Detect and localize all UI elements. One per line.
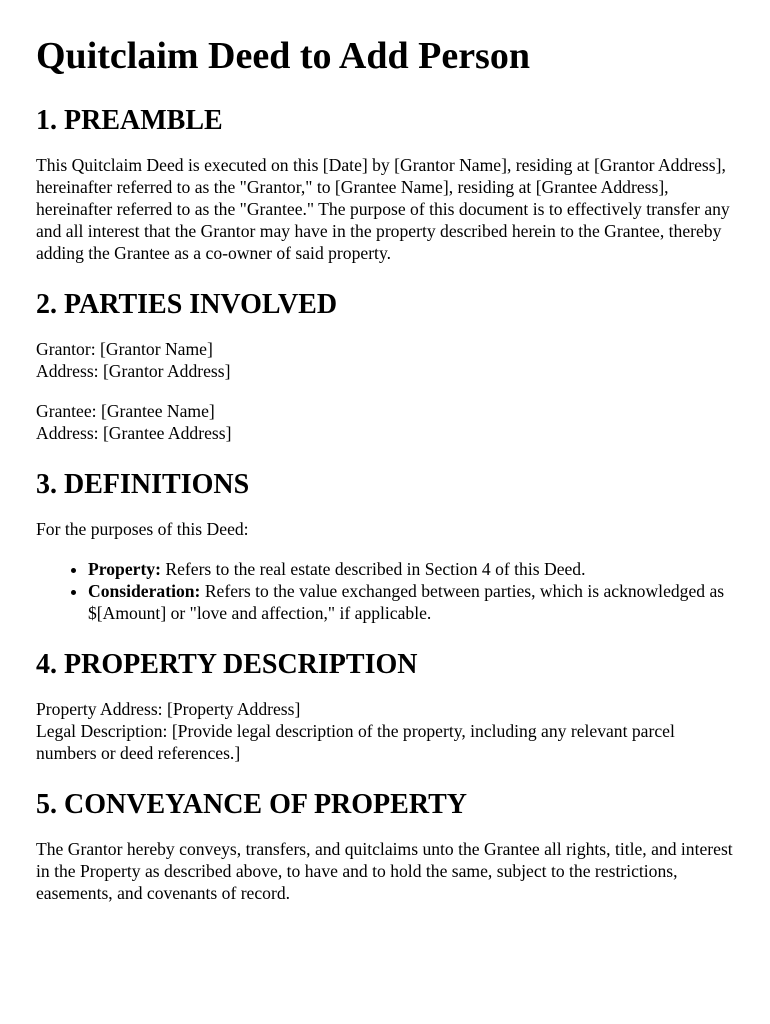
- document-title: Quitclaim Deed to Add Person: [36, 35, 530, 77]
- grantee-name-line: Grantee: [Grantee Name]: [36, 401, 215, 421]
- definitions-list: [36, 558, 734, 624]
- property-heading: 4. PROPERTY DESCRIPTION: [36, 649, 418, 680]
- property-address-line: Property Address: [Property Address]: [36, 699, 301, 719]
- conveyance-heading: 5. CONVEYANCE OF PROPERTY: [36, 789, 467, 820]
- definition-text: Refers to the real estate described in Section 4 of this Deed.: [160, 559, 586, 579]
- preamble-section: [36, 104, 734, 264]
- grantee-block: [36, 400, 734, 444]
- list-item: [88, 580, 734, 624]
- definitions-section: [36, 468, 734, 624]
- grantor-name-line: Grantor: [Grantor Name]: [36, 339, 213, 359]
- definition-term: Property:: [88, 559, 161, 579]
- preamble-text: This Quitclaim Deed is executed on this [Date] by [Grantor Name], residing at [Grantor Address], hereinafter referred to as the "Grantor," to [Grantee Name], residing at [Grantee Address], hereinafter referred to as the "Grantee." The purpose of this document is to effectively transfer any and all interest that the Grantor may have in the property described herein to the Grantee, thereby adding the Grantee as a co-owner of said property.: [36, 155, 730, 263]
- property-legal-line: Legal Description: [Provide legal description of the property, including any relevant parcel numbers or deed references.]: [36, 721, 675, 763]
- parties-heading: 2. PARTIES INVOLVED: [36, 289, 338, 320]
- definitions-intro: For the purposes of this Deed:: [36, 519, 249, 539]
- property-block: [36, 698, 734, 764]
- grantee-address-line: Address: [Grantee Address]: [36, 423, 232, 443]
- preamble-heading: 1. PREAMBLE: [36, 105, 223, 136]
- conveyance-section: [36, 788, 734, 904]
- definitions-heading: 3. DEFINITIONS: [36, 469, 250, 500]
- conveyance-text: The Grantor hereby conveys, transfers, and quitclaims unto the Grantee all rights, title, and interest in the Property as described above, to have and to hold the same, subject to the restrictions, easements, and covenants of record.: [36, 839, 733, 903]
- list-item: [88, 558, 734, 580]
- definition-text: Refers to the value exchanged between parties, which is acknowledged as $[Amount] or "love and affection," if applicable.: [88, 581, 725, 623]
- grantor-block: [36, 338, 734, 382]
- parties-section: [36, 288, 734, 444]
- property-section: [36, 648, 734, 764]
- definition-term: Consideration:: [88, 581, 201, 601]
- grantor-address-line: Address: [Grantor Address]: [36, 361, 231, 381]
